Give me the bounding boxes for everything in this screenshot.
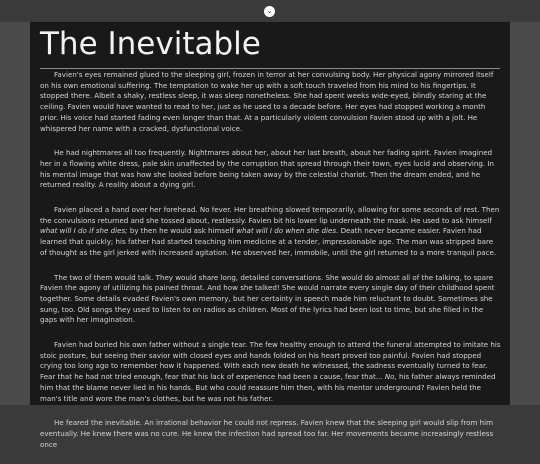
story-body	[40, 70, 502, 464]
story-page	[30, 22, 510, 449]
paragraph-3-lead: Favien placed a hand over her forehead. No fever. Her breathing slowed temporarily, allowing for some seconds of rest. Then the convulsions returned and she tossed about, restlessly. Favien bit his lower lip underneath the mask. He used to ask himself	[40, 205, 500, 225]
paragraph-3-mid: by then he would ask himself	[127, 226, 237, 236]
top-bar	[0, 0, 540, 22]
paragraph-4: The two of them would talk. They would share long, detailed conversations. She would do almost all of the talking, to spare Favien the agony of utilizing his pained throat. And how she talked! She would narrate every single day of their childhood spent together. Some details evaded Favien's own memory, but her certainty in speech made him reluctant to doubt. Sometimes she sung, too. Old songs they used to listen to on radios as children. Most of the lyrics had been lost to time, but she filled in the gaps with her imagination.	[40, 272, 495, 325]
chevron-down-icon[interactable]	[264, 6, 275, 17]
left-margin	[0, 22, 30, 405]
paragraph-3-italic-2: what will I do when she dies.	[236, 226, 339, 236]
paragraph-1: Favien's eyes remained glued to the sleeping girl, frozen in terror at her convulsing body. Her physical agony mirrored itself on his own emotional suffering. The temptation to wake her up with a soft touch traveled from his mind to his fingertips. It stopped there. Albeit a shaky, restless sleep, it was sleep nonetheless. She had spent weeks wide-eyed, blindly staring at the ceiling. Favien would have wanted to read to her, just as he used to a decade before. Her eyes had stopped working a month prior. His voice had started fading even longer than that. At a particularly violent convulsion Favien stood up with a jolt. He whispered her name with a cracked, dysfunctional voice.	[40, 70, 494, 133]
paragraph-3-italic-1: what will I do if she dies;	[40, 226, 128, 236]
paragraph-5-lead: Favien had buried his own father without a single tear. The few healthy enough to attend the funeral attempted to imitate his stoic posture, but seeing their savior with closed eyes and hands folded on his heart proved too painful. Favien had stopped crying too long ago to remember how it happened. With each new death he witnessed, the sadness eventually turned to fear. Fear that he had not tried enough, fear that his lack of experience had been a cause, fear that...	[40, 340, 501, 382]
story-title: The Inevitable	[40, 26, 261, 62]
toggle-glyph: ⌄	[266, 7, 273, 15]
paragraph-3-tail: Death never became easier. Favien had learned that quickly; his father had started teaching him medicine at a tender, impressionable age. The man was stripped bare of thought as the girl jerked with increased agitation. He observed her, immobile, until the girl returned to a more tranquil pace.	[40, 226, 497, 257]
paragraph-5-italic: No,	[384, 372, 397, 382]
paragraph-6: He feared the inevitable. An irrational behavior he could not repress. Favien knew that the sleeping girl would slip from him eventually. He knew there was no cure. He knew the infection had spread too far. Her movements became increasingly restless once	[40, 418, 494, 449]
paragraph-3	[40, 205, 502, 259]
title-divider	[40, 68, 500, 69]
right-margin	[510, 22, 540, 405]
paragraph-5	[40, 340, 502, 404]
paragraph-2: He had nightmares all too frequently. Nightmares about her, about her last breath, about her fading spirit. Favien imagined her in a flowing white dress, pale skin unaffected by the corruption that spread through their town, eyes lucid and observing. In his mental image that was how she looked before being taken away by the celestial chariot. Then the dream ended, and he returned reality. A reality about a dying girl.	[40, 148, 494, 190]
paragraph-5-tail: his father always reminded him that the blame never lied in his hands. But who could reassure him then, with his mentor underground? Favien held the man's title and wore the man's clothes, but he was not his father.	[40, 372, 496, 403]
